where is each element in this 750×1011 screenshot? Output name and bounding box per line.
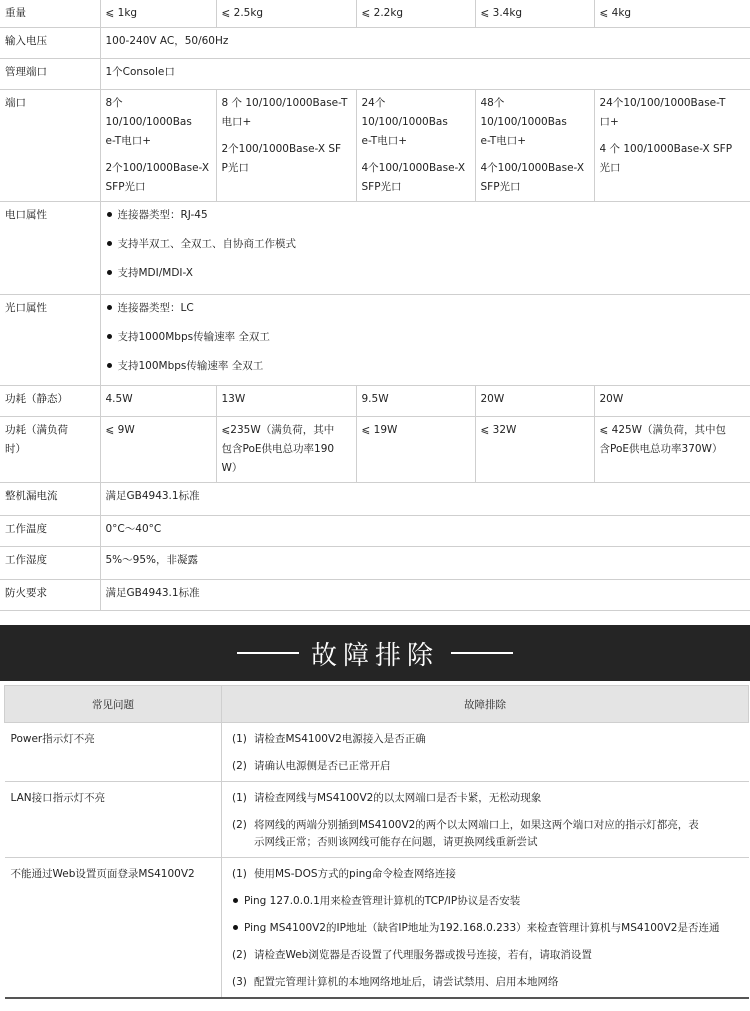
spec-row [0,580,750,611]
solution-item [232,866,743,883]
spec-cell-line: SFP光口 [361,181,402,193]
spec-cell-line: 口+ [599,116,619,128]
bullet-dot-icon [107,334,112,339]
troubleshoot-row [5,723,749,782]
spec-row [0,28,750,59]
troubleshoot-row [5,782,749,858]
bullet-dot-icon [233,925,238,930]
spec-cell [356,90,475,202]
bullet-item [106,235,746,254]
spec-row [0,202,750,295]
spec-gap [222,132,351,140]
spec-bullets [100,202,750,295]
spec-cell-line: SFP光口 [480,181,521,193]
spec-cell: ⩽ 4kg [594,0,750,28]
bullet-text: 支持半双工、全双工、自协商工作模式 [117,238,296,250]
solution-text: 将网线的两端分别插到MS4100V2的两个以太网端口上，如果这两个端口对应的指示灯都亮，表 [254,819,699,831]
spec-cell-line: 48个10/100/1000Bas [480,97,567,128]
banner-right-rule [451,652,513,654]
spec-label-line: 时） [5,443,26,455]
spec-cell: ⩽ 3.4kg [475,0,594,28]
bullet-dot-icon [107,363,112,368]
spec-cell [475,417,594,483]
solution-item [232,758,743,775]
spec-row [0,483,750,516]
solution-text: 请检查MS4100V2电源接入是否正确 [254,733,426,745]
bullet-item [106,357,746,376]
spec-value: 满足GB4943.1标准 [100,483,750,516]
spec-row [0,295,750,386]
spec-cell: 4.5W [100,386,216,417]
spec-cell-line: SFP光口 [105,181,146,193]
spec-cell [356,417,475,483]
spec-label: 端口 [0,90,100,202]
spec-cell: ⩽ 2.2kg [356,0,475,28]
spec-cell [216,90,356,202]
spec-value: 0°C～40°C [100,516,750,547]
spec-label [0,417,100,483]
header-problem: 常见问题 [5,686,222,723]
solution-number: (2) [232,760,247,772]
spec-cell: ⩽ 2.5kg [216,0,356,28]
spec-row [0,90,750,202]
spec-cell-line: 24个10/100/1000Bas [361,97,448,128]
spec-value: 满足GB4943.1标准 [100,580,750,611]
bullet-dot-icon [107,305,112,310]
spec-cell: 13W [216,386,356,417]
spec-label: 输入电压 [0,28,100,59]
spec-row [0,386,750,417]
bullet-item [106,299,746,318]
solution-item [232,731,743,748]
spec-cell-line: 2个100/1000Base-X SF [221,143,342,155]
bullet-dot-icon [107,270,112,275]
solution-number: (1) [232,868,247,880]
spec-cell-line: 2个100/1000Base-X [105,162,210,174]
solution-number: (1) [232,792,247,804]
bullet-text: 支持100Mbps传输速率 全双工 [117,360,264,372]
spec-label: 光口属性 [0,295,100,386]
spec-cell: 9.5W [356,386,475,417]
solution-text: 请检查网线与MS4100V2的以太网端口是否卡紧，无松动现象 [254,792,542,804]
bullet-text: 支持MDI/MDI-X [117,267,193,279]
solution-item [232,947,743,964]
solution-cell [222,858,749,999]
bullet-text: 连接器类型：LC [117,302,194,314]
bullet-text: 支持1000Mbps传输速率 全双工 [117,331,270,343]
spec-cell-line: P光口 [221,162,249,174]
spec-cell-line: W） [221,462,243,474]
solution-number: (2) [232,949,247,961]
spec-cell-line: ⩽ 9W [105,424,135,436]
solution-text: 使用MS-DOS方式的ping命令检查网络连接 [254,868,456,880]
banner-left-rule [237,652,299,654]
spec-row [0,59,750,90]
solution-item [232,974,743,991]
spec-cell-line: 8个 10/100/1000Bas [105,97,192,128]
solution-text: 请确认电源侧是否已正常开启 [254,760,391,772]
spec-label: 工作湿度 [0,547,100,580]
spec-cell-line: e-T电口+ [361,135,407,147]
spec-value: 5%～95%，非凝露 [100,547,750,580]
spec-label: 管理端口 [0,59,100,90]
solution-number: (1) [232,733,247,745]
spec-cell-line: e-T电口+ [105,135,151,147]
solution-cell [222,782,749,858]
solution-number: (2) [232,819,247,831]
bullet-item [106,328,746,347]
spec-label: 功耗（静态） [0,386,100,417]
spec-gap [600,132,746,140]
spec-cell: 20W [475,386,594,417]
spec-label: 电口属性 [0,202,100,295]
bullet-text: 连接器类型：RJ-45 [117,209,208,221]
solution-text-cont: 示网线正常；否则该网线可能存在问题，请更换网线重新尝试 [254,836,538,848]
spec-cell-line: 包含PoE供电总功率190 [221,443,335,455]
spec-cell-line: ⩽ 32W [480,424,517,436]
spec-cell [216,417,356,483]
spec-cell-line: 光口 [599,162,621,174]
problem-cell: LAN接口指示灯不亮 [5,782,222,858]
spec-cell-line: e-T电口+ [480,135,526,147]
spec-label: 工作温度 [0,516,100,547]
solution-item [232,790,743,807]
bullet-item [106,264,746,283]
spec-cell-line: 8 个 10/100/1000Base-T [221,97,348,109]
spec-cell: 20W [594,386,750,417]
spec-cell-line: 电口+ [221,116,252,128]
bullet-item [106,206,746,225]
solution-text: 请检查Web浏览器是否设置了代理服务器或拨号连接，若有，请取消设置 [254,949,592,961]
spec-cell-line: ⩽ 425W（满负荷，其中包 [599,424,727,436]
spec-bullets [100,295,750,386]
spec-gap [106,151,211,159]
spec-cell-line: ⩽235W（满负荷，其中 [221,424,335,436]
solution-text: Ping MS4100V2的IP地址（缺省IP地址为192.168.0.233）来检查管理计算机与MS4100V2是否连通 [244,922,720,934]
troubleshoot-header-row [5,686,749,723]
bullet-dot-icon [233,898,238,903]
spec-cell-line: 24个10/100/1000Base-T [599,97,726,109]
spec-row [0,0,750,28]
spec-cell-line: 含PoE供电总功率370W） [599,443,723,455]
spec-label: 防火要求 [0,580,100,611]
spec-cell [475,90,594,202]
problem-cell: 不能通过Web设置页面登录MS4100V2 [5,858,222,999]
solution-text: 配置完管理计算机的本地网络地址后，请尝试禁用、启用本地网络 [254,976,559,988]
spec-row [0,516,750,547]
section-banner [0,625,750,681]
spec-cell [100,90,216,202]
spec-cell [100,417,216,483]
troubleshoot-row [5,858,749,999]
solution-number: (3) [232,976,247,988]
spec-row [0,417,750,483]
solution-item [232,817,743,851]
spec-value: 100-240V AC，50/60Hz [100,28,750,59]
spec-value: 1个Console口 [100,59,750,90]
bullet-dot-icon [107,241,112,246]
spec-label-line: 功耗（满负荷 [5,424,68,436]
spec-cell-line: 4个100/1000Base-X [361,162,466,174]
spec-cell: ⩽ 1kg [100,0,216,28]
spec-cell-line: 4个100/1000Base-X [480,162,585,174]
spec-cell-line: 4 个 100/1000Base-X SFP [599,143,733,155]
solution-cell [222,723,749,782]
solution-item [232,893,743,910]
spec-label: 整机漏电流 [0,483,100,516]
spec-row [0,547,750,580]
spec-cell-line: ⩽ 19W [361,424,398,436]
section-title: 故障排除 [310,640,439,671]
bullet-dot-icon [107,212,112,217]
spec-label: 重量 [0,0,100,28]
solution-item [232,920,743,937]
header-solution: 故障排除 [222,686,749,723]
solution-text: Ping 127.0.0.1用来检查管理计算机的TCP/IP协议是否安装 [244,895,521,907]
spec-gap [362,151,470,159]
spec-gap [481,151,589,159]
problem-cell: Power指示灯不亮 [5,723,222,782]
troubleshoot-table [4,685,749,999]
spec-cell [594,417,750,483]
spec-cell [594,90,750,202]
